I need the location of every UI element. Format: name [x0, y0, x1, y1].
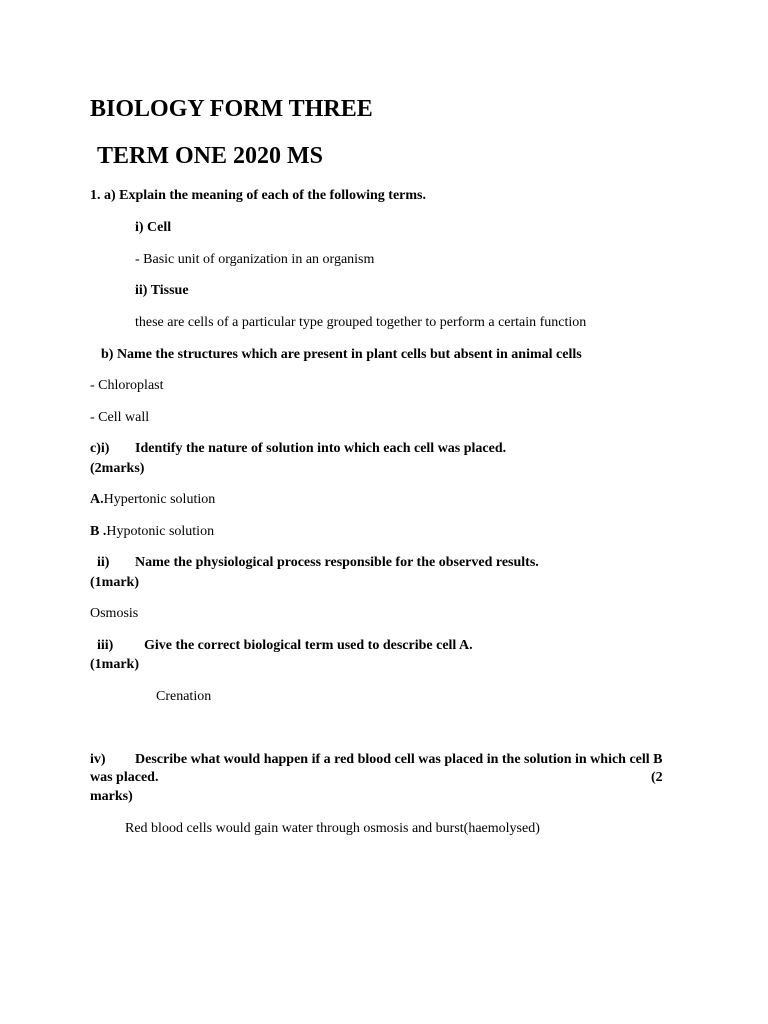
question-1c-i-answer-a — [90, 491, 215, 508]
document-title-line1: BIOLOGY FORM THREE — [90, 96, 373, 122]
answer-b-label: B . — [90, 524, 107, 539]
question-1c-iii-number: iii) — [97, 638, 114, 653]
question-1c-iv-marks-part1: (2 — [651, 770, 663, 785]
question-1c-ii-text: Name the physiological process responsible for the observed results. — [135, 555, 539, 570]
question-1c-iii-answer: Crenation — [156, 689, 212, 704]
question-1a-i-answer: - Basic unit of organization in an organism — [135, 252, 375, 267]
question-1c-iv-text-continued: was placed. — [90, 770, 159, 785]
answer-a-text: Hypertonic solution — [103, 492, 216, 507]
question-1c-ii-number: ii) — [97, 555, 110, 570]
document-title-line2: TERM ONE 2020 MS — [97, 143, 324, 169]
question-1c-iii-text: Give the correct biological term used to describe cell A. — [144, 638, 473, 653]
question-1c-ii-answer: Osmosis — [90, 606, 139, 621]
question-1c-iv-number: iv) — [90, 752, 106, 767]
answer-b-text: Hypotonic solution — [106, 524, 215, 539]
question-1c-iv-marks-part2: marks) — [90, 789, 133, 804]
question-1c-i-marks: (2marks) — [90, 461, 145, 476]
question-1c-iv-text: Describe what would happen if a red blood cell was placed in the solution in which cell B — [135, 752, 663, 767]
question-1b-heading: b) Name the structures which are present in plant cells but absent in animal cells — [101, 347, 582, 362]
question-1a-ii-label: ii) Tissue — [135, 283, 189, 298]
question-1c-iii-marks: (1mark) — [90, 657, 139, 672]
answer-a-label: A. — [90, 492, 104, 507]
question-1a-ii-answer: these are cells of a particular type grouped together to perform a certain function — [135, 315, 587, 330]
question-1a-heading: 1. a) Explain the meaning of each of the following terms. — [90, 188, 426, 203]
question-1a-i-label: i) Cell — [135, 220, 172, 235]
question-1c-i-answer-b — [90, 523, 214, 540]
question-1c-i-text: Identify the nature of solution into which each cell was placed. — [135, 441, 507, 456]
question-1c-i-number: c)i) — [90, 441, 110, 456]
question-1c-iv-answer: Red blood cells would gain water through osmosis and burst(haemolysed) — [125, 821, 540, 836]
question-1b-answer-2: - Cell wall — [90, 410, 150, 425]
question-1b-answer-1: - Chloroplast — [90, 378, 164, 393]
question-1c-ii-marks: (1mark) — [90, 575, 139, 590]
